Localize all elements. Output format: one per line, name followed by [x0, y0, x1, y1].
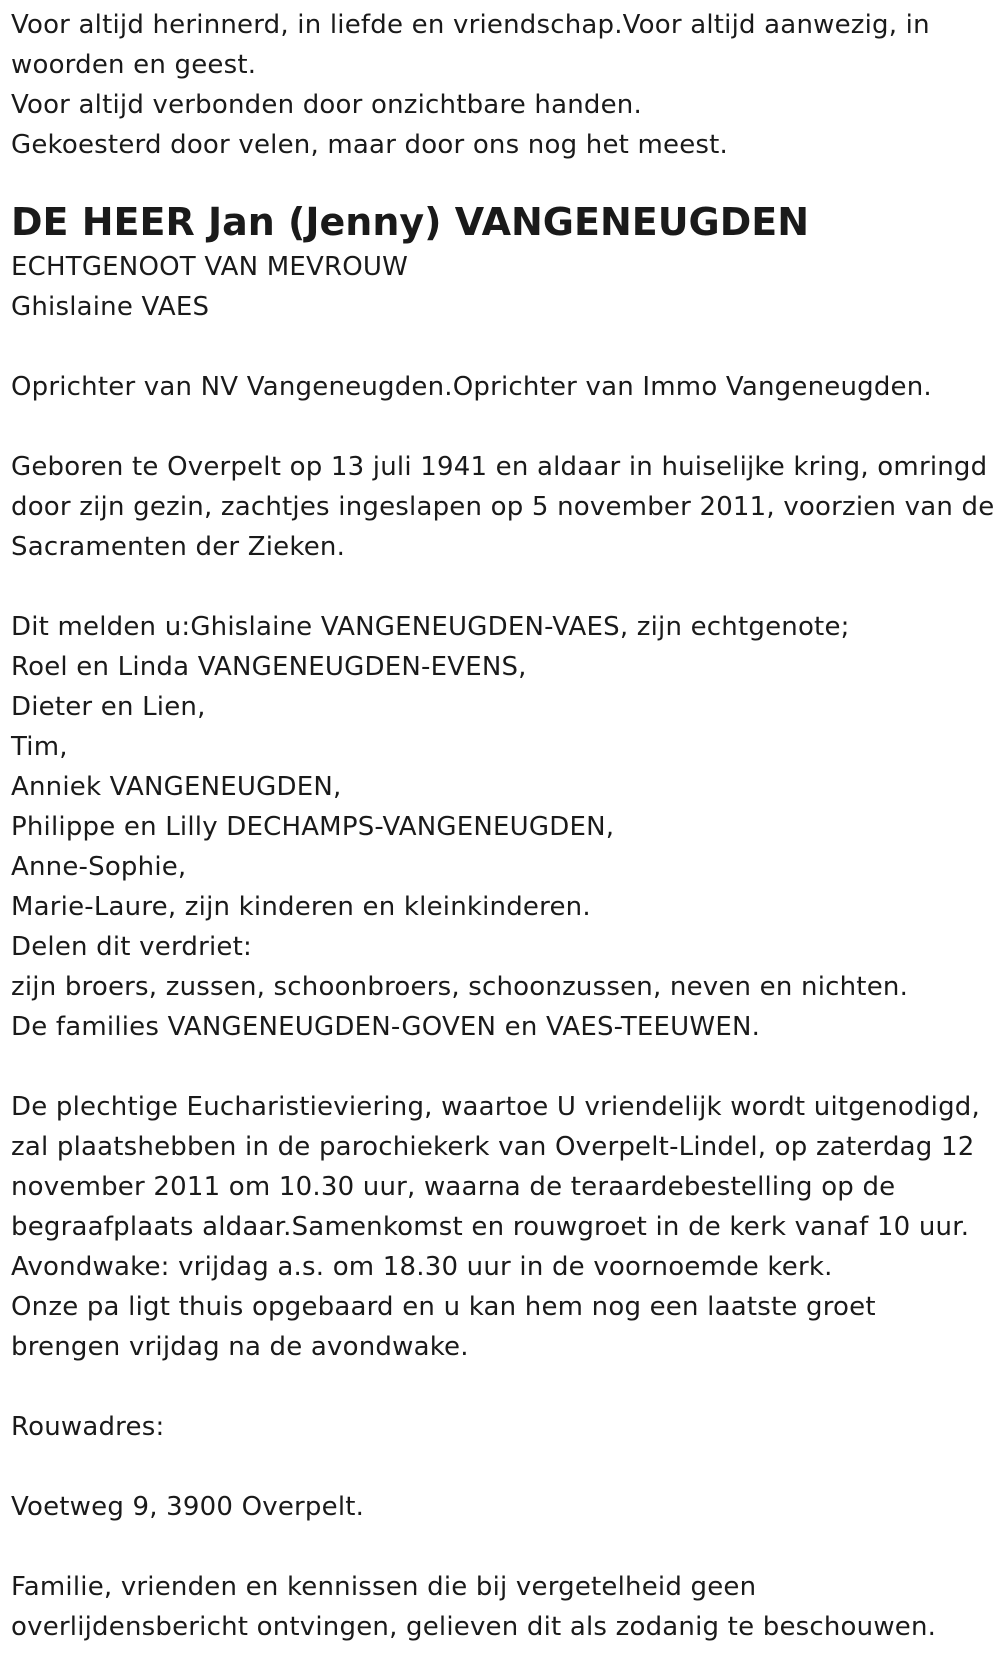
paragraph-line: Sacramenten der Zieken. — [11, 532, 346, 562]
address-text: Voetweg 9, 3900 Overpelt. — [11, 1492, 365, 1522]
closing-paragraph — [11, 1567, 1000, 1647]
family-line: zijn broers, zussen, schoonbroers, schoonzussen, neven en nichten. — [11, 972, 909, 1002]
founder-text: Oprichter van NV Vangeneugden.Oprichter van Immo Vangeneugden. — [11, 372, 932, 402]
paragraph-line: brengen vrijdag na de avondwake. — [11, 1332, 469, 1362]
poem-line: Voor altijd herinnerd, in liefde en vriendschap.Voor altijd aanwezig, in — [11, 10, 930, 40]
spouse-line: ECHTGENOOT VAN MEVROUW — [11, 252, 409, 282]
paragraph-line: Geboren te Overpelt op 13 juli 1941 en aldaar in huiselijke kring, omringd — [11, 452, 988, 482]
paragraph-line: zal plaatshebben in de parochiekerk van Overpelt-Lindel, op zaterdag 12 — [11, 1132, 975, 1162]
deceased-name-heading: DE HEER Jan (Jenny) VANGENEUGDEN — [11, 200, 810, 244]
paragraph-line: november 2011 om 10.30 uur, waarna de teraardebestelling op de — [11, 1172, 896, 1202]
spacer — [11, 1447, 1000, 1487]
family-line: Dit melden u:Ghislaine VANGENEUGDEN-VAES, zijn echtgenote; — [11, 612, 850, 642]
spacer — [11, 1367, 1000, 1407]
poem — [11, 5, 1000, 165]
family-line: Marie-Laure, zijn kinderen en kleinkinderen. — [11, 892, 591, 922]
spouse-name: Ghislaine VAES — [11, 292, 210, 322]
family-line: Anniek VANGENEUGDEN, — [11, 772, 342, 802]
family-line: Anne-Sophie, — [11, 852, 187, 882]
paragraph-line: De plechtige Eucharistieviering, waartoe U vriendelijk wordt uitgenodigd, — [11, 1092, 980, 1122]
family-line: De families VANGENEUGDEN-GOVEN en VAES-TEEUWEN. — [11, 1012, 761, 1042]
paragraph-line: Onze pa ligt thuis opgebaard en u kan hem nog een laatste groet — [11, 1292, 876, 1322]
family-line: Dieter en Lien, — [11, 692, 206, 722]
paragraph-line: Avondwake: vrijdag a.s. om 18.30 uur in de voornoemde kerk. — [11, 1252, 833, 1282]
poem-line: Gekoesterd door velen, maar door ons nog het meest. — [11, 130, 729, 160]
paragraph-line: Familie, vrienden en kennissen die bij vergetelheid geen — [11, 1572, 757, 1602]
paragraph-line: overlijdensbericht ontvingen, gelieven dit als zodanig te beschouwen. — [11, 1612, 937, 1642]
family-line: Roel en Linda VANGENEUGDEN-EVENS, — [11, 652, 527, 682]
address-label: Rouwadres: — [11, 1412, 165, 1442]
family-list — [11, 607, 1000, 1047]
family-line: Philippe en Lilly DECHAMPS-VANGENEUGDEN, — [11, 812, 615, 842]
spacer — [11, 327, 1000, 367]
spacer — [11, 407, 1000, 447]
paragraph-line: begraafplaats aldaar.Samenkomst en rouwgroet in de kerk vanaf 10 uur. — [11, 1212, 970, 1242]
birth-death-paragraph — [11, 447, 1000, 567]
poem-line: woorden en geest. — [11, 50, 257, 80]
family-line: Tim, — [11, 732, 68, 762]
ceremony-paragraph — [11, 1087, 1000, 1367]
spouse-block — [11, 247, 1000, 327]
paragraph-line: door zijn gezin, zachtjes ingeslapen op 5 november 2011, voorzien van de — [11, 492, 995, 522]
spacer — [11, 1047, 1000, 1087]
spacer — [11, 567, 1000, 607]
family-line: Delen dit verdriet: — [11, 932, 252, 962]
poem-line: Voor altijd verbonden door onzichtbare handen. — [11, 90, 642, 120]
spacer — [11, 1527, 1000, 1567]
